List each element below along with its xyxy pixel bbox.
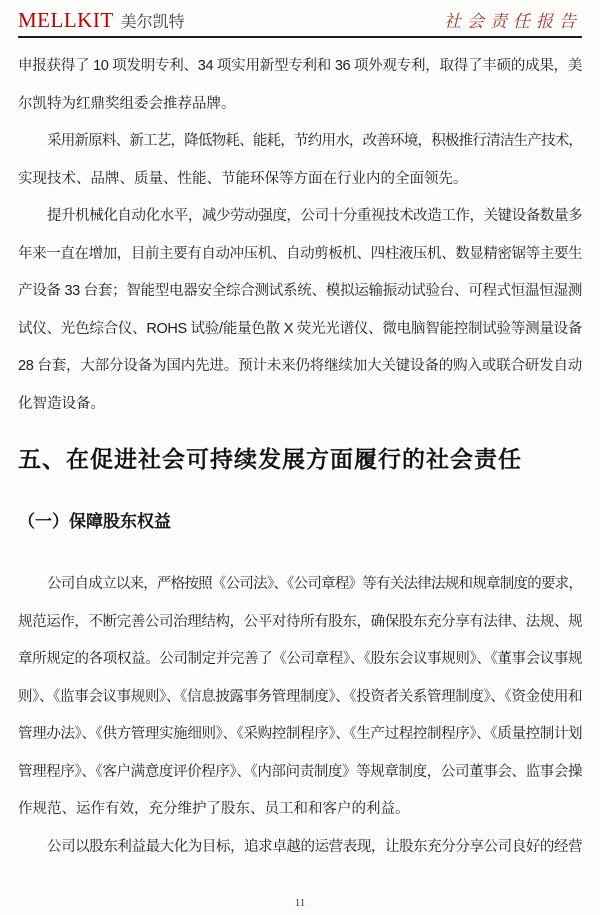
paragraph-line: 化智造设备。: [18, 395, 105, 412]
paragraph-line: 管理办法》、《供方管理实施细则》、《采购控制程序》、《生产过程控制程序》、《质量控制计划: [18, 726, 582, 742]
report-title: 社会责任报告: [444, 12, 582, 31]
paragraph-line: 作规范、运作有效，充分维护了股东、员工和和客户的利益。: [18, 801, 410, 817]
paragraph-line: 则》、《监事会议事规则》、《信息披露事务管理制度》、《投资者关系管理制度》、《资金使用和: [18, 688, 582, 705]
brand-name-cn: 美尔凯特: [120, 14, 185, 31]
brand-logo: MELLKIT: [18, 8, 114, 32]
paragraph-shareholder-governance: [18, 566, 582, 829]
paragraph-clean-production: [18, 123, 582, 198]
subsection-heading: （一）保障股东权益: [18, 512, 171, 531]
page-content: [18, 48, 582, 866]
paragraph-line: 采用新原料、新工艺，降低物耗、能耗，节约用水，改善环境，积极推行清洁生产技术，: [47, 133, 582, 149]
page-header: [18, 0, 582, 38]
brand: [18, 8, 185, 33]
paragraph-line: 产设备 33 台套；智能型电器安全综合测试系统、模拟运输振动试验台、可程式恒温恒湿测: [18, 283, 582, 299]
paragraph-line: 公司以股东利益最大化为目标，追求卓越的运营表现，让股东充分分享公司良好的经营: [47, 838, 582, 855]
section-heading: 五、在促进社会可持续发展方面履行的社会责任: [18, 447, 522, 472]
paragraph-line: 章所规定的各项权益。公司制定并完善了《公司章程》、《股东会议事规则》、《董事会议事规: [18, 651, 582, 667]
paragraph-automation: [18, 198, 582, 423]
paragraph-line: 公司自成立以来，严格按照《公司法》、《公司章程》等有关法律法规和规章制度的要求，: [47, 576, 582, 592]
paragraph-line: 28 台套，大部分设备为国内先进。预计未来仍将继续加大关键设备的购入或联合研发自动: [18, 358, 582, 374]
paragraph-patents: [18, 48, 582, 123]
paragraph-line: 提升机械化自动化水平，减少劳动强度，公司十分重视技术改造工作，关键设备数量多: [47, 208, 582, 224]
page-number: 11: [294, 897, 306, 909]
paragraph-line: 实现技术、品牌、质量、性能、节能环保等方面在行业内的全面领先。: [18, 170, 468, 187]
paragraph-line: 试仪、光色综合仪、ROHS 试验/能量色散 X 荧光光谱仪、微电脑智能控制试验等测量设备: [18, 320, 582, 337]
paragraph-line: 尔凯特为红鼎奖组委会推荐品牌。: [18, 95, 236, 112]
paragraph-line: 管理程序》、《客户满意度评价程序》、《内部问责制度》等规章制度，公司董事会、监事会操: [18, 763, 582, 780]
paragraph-line: 规范运作，不断完善公司治理结构，公平对待所有股东，确保股东充分享有法律、法规、规: [18, 613, 582, 630]
paragraph-line: 申报获得了 10 项发明专利、34 项实用新型专利和 36 项外观专利，取得了丰硕的成果，美: [18, 58, 582, 74]
paragraph-shareholder-returns: [18, 829, 582, 867]
paragraph-line: 年来一直在增加，目前主要有自动冲压机、自动剪板机、四柱液压机、数显精密锯等主要生: [18, 245, 582, 262]
